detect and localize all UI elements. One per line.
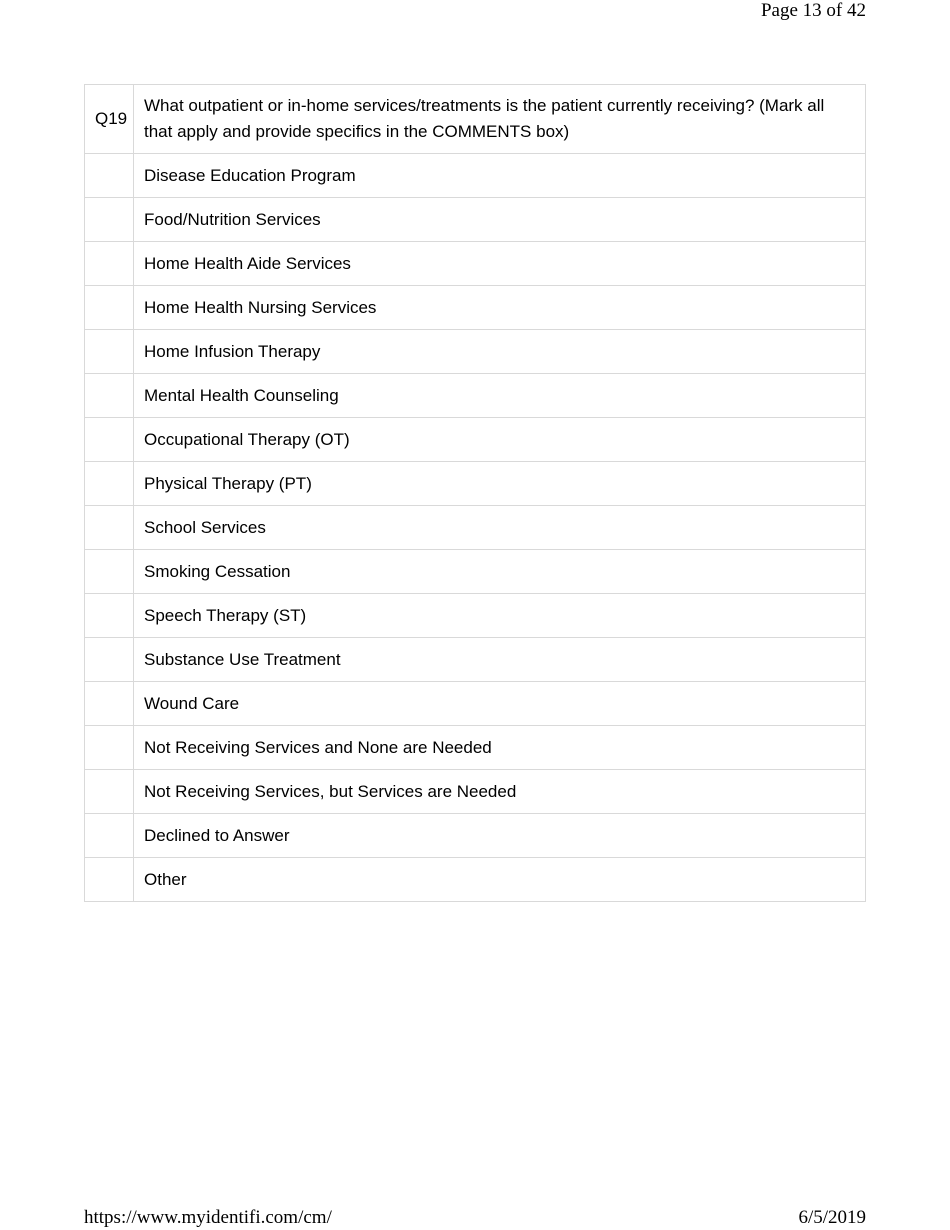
option-number-cell (85, 286, 134, 330)
option-label: Occupational Therapy (OT) (134, 418, 866, 462)
option-number-cell (85, 770, 134, 814)
option-number-cell (85, 550, 134, 594)
option-row (85, 814, 866, 858)
option-row (85, 858, 866, 902)
option-number-cell (85, 682, 134, 726)
option-label: Declined to Answer (134, 814, 866, 858)
option-number-cell (85, 638, 134, 682)
option-number-cell (85, 242, 134, 286)
option-label: Wound Care (134, 682, 866, 726)
option-label: Other (134, 858, 866, 902)
footer-url: https://www.myidentifi.com/cm/ (84, 1207, 332, 1228)
option-label: Home Infusion Therapy (134, 330, 866, 374)
option-label: Speech Therapy (ST) (134, 594, 866, 638)
option-row (85, 462, 866, 506)
option-number-cell (85, 374, 134, 418)
option-label: School Services (134, 506, 866, 550)
option-number-cell (85, 418, 134, 462)
option-row (85, 242, 866, 286)
page-indicator: Page 13 of 42 (760, 0, 866, 21)
question-table-body (85, 85, 866, 902)
option-row (85, 330, 866, 374)
option-label: Food/Nutrition Services (134, 198, 866, 242)
option-row (85, 770, 866, 814)
option-label: Disease Education Program (134, 154, 866, 198)
option-number-cell (85, 858, 134, 902)
option-row (85, 506, 866, 550)
option-number-cell (85, 198, 134, 242)
option-number-cell (85, 462, 134, 506)
option-label: Substance Use Treatment (134, 638, 866, 682)
option-label: Not Receiving Services and None are Needed (134, 726, 866, 770)
option-label: Not Receiving Services, but Services are Needed (134, 770, 866, 814)
question-text: What outpatient or in-home services/treatments is the patient currently receiving? (Mark all that apply and provide specifics in the COMMENTS box) (134, 85, 866, 154)
option-number-cell (85, 506, 134, 550)
option-row (85, 154, 866, 198)
option-label: Physical Therapy (PT) (134, 462, 866, 506)
question-header-row (85, 85, 866, 154)
question-table (84, 84, 866, 902)
option-row (85, 550, 866, 594)
option-number-cell (85, 726, 134, 770)
option-number-cell (85, 154, 134, 198)
question-number: Q19 (85, 85, 134, 154)
option-row (85, 286, 866, 330)
option-row (85, 374, 866, 418)
option-row (85, 638, 866, 682)
option-number-cell (85, 814, 134, 858)
option-row (85, 726, 866, 770)
option-row (85, 682, 866, 726)
option-label: Mental Health Counseling (134, 374, 866, 418)
option-label: Home Health Aide Services (134, 242, 866, 286)
footer-date: 6/5/2019 (798, 1207, 866, 1228)
option-label: Home Health Nursing Services (134, 286, 866, 330)
option-number-cell (85, 330, 134, 374)
option-row (85, 418, 866, 462)
option-number-cell (85, 594, 134, 638)
option-label: Smoking Cessation (134, 550, 866, 594)
option-row (85, 198, 866, 242)
option-row (85, 594, 866, 638)
